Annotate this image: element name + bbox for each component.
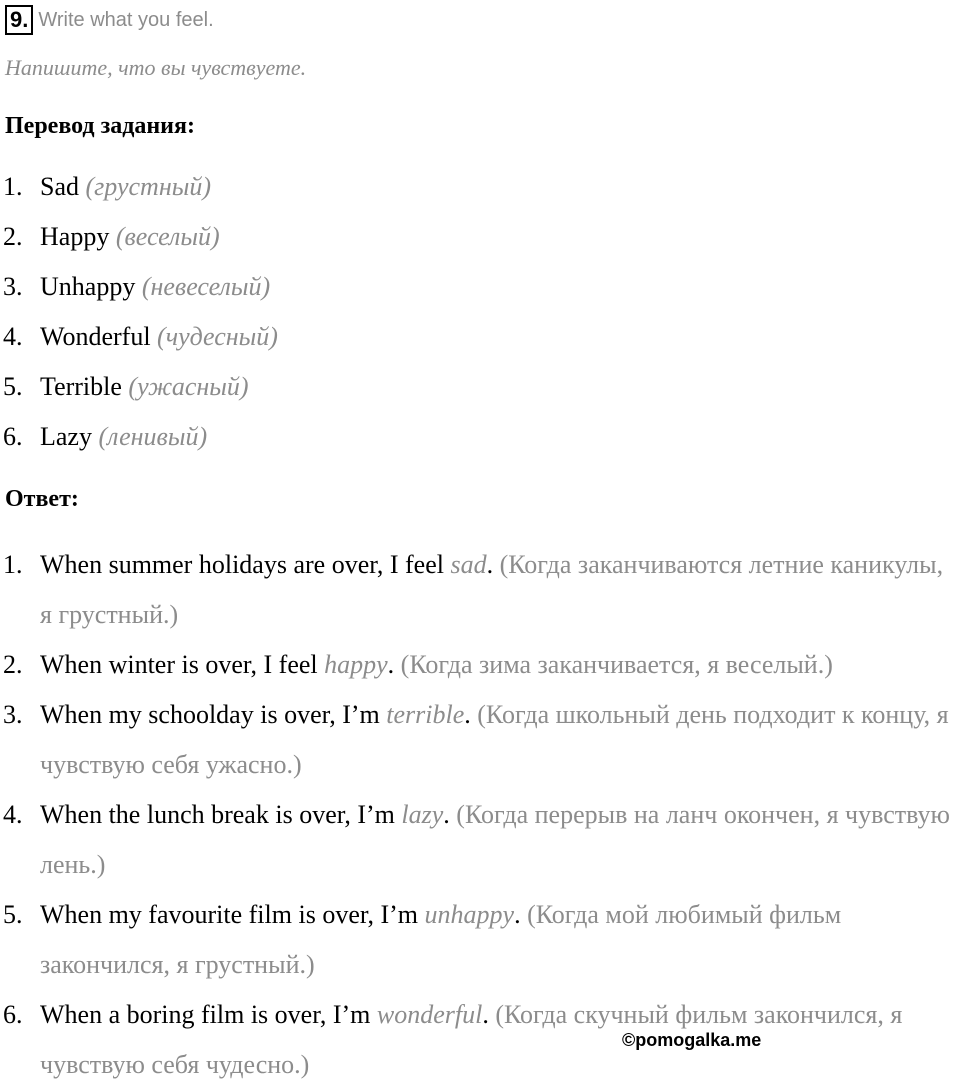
- answer-translation: (Когда зима заканчивается, я веселый.): [394, 650, 833, 679]
- vocab-item-translation: (чудесный): [157, 322, 278, 351]
- task-header: [5, 4, 214, 36]
- vocab-item-word: Unhappy: [40, 272, 136, 301]
- answer-item: [0, 790, 960, 890]
- answer-punctuation: .: [443, 800, 450, 829]
- answer-sentence: When a boring film is over, I’m: [40, 1000, 377, 1029]
- vocab-list: [0, 172, 278, 472]
- vocab-item-number: 6.: [3, 422, 23, 451]
- answer-item: [0, 890, 960, 990]
- vocab-item-number: 5.: [3, 372, 23, 401]
- answer-translation: (Когда мой любимый фильм закончился, я грустный.): [40, 900, 842, 979]
- answer-punctuation: .: [464, 700, 471, 729]
- vocab-item: [0, 372, 278, 422]
- answer-item: [0, 540, 960, 640]
- answer-keyword: happy: [324, 650, 388, 679]
- watermark: ©pomogalka.me: [622, 1030, 762, 1050]
- vocab-item: [0, 322, 278, 372]
- answer-sentence: When my schoolday is over, I’m: [40, 700, 387, 729]
- answer-sentence: When my favourite film is over, I’m: [40, 900, 425, 929]
- answer-item-number: 1.: [3, 550, 23, 579]
- answer-punctuation: .: [486, 550, 494, 579]
- vocab-item-word: Lazy: [40, 422, 92, 451]
- answer-item-number: 3.: [3, 700, 23, 729]
- vocab-item-translation: (грустный): [85, 172, 211, 201]
- translation-heading: Перевод задания:: [5, 113, 195, 139]
- answer-keyword: lazy: [401, 800, 444, 829]
- answer-keyword: wonderful: [376, 1000, 483, 1029]
- answer-sentence: When winter is over, I feel: [40, 650, 325, 679]
- answer-translation: (Когда школьный день подходит к концу, я чувствую себя ужасно.): [40, 700, 949, 779]
- answer-item-number: 2.: [3, 650, 23, 679]
- answer-translation: (Когда заканчиваются летние каникулы, я грустный.): [40, 550, 944, 629]
- vocab-item: [0, 272, 278, 322]
- vocab-item-word: Sad: [40, 172, 79, 201]
- answer-keyword: sad: [450, 550, 487, 579]
- task-title: Write what you feel.: [38, 8, 214, 31]
- answer-item-number: 6.: [3, 1000, 23, 1029]
- vocab-item-number: 3.: [3, 272, 23, 301]
- answer-keyword: unhappy: [424, 900, 515, 929]
- answer-list: [0, 540, 960, 1090]
- vocab-item-translation: (невеселый): [141, 272, 271, 301]
- answer-punctuation: .: [514, 900, 521, 929]
- answer-translation: (Когда скучный фильм закончился, я чувствую себя чудесно.): [40, 1000, 903, 1079]
- answer-item: [0, 990, 960, 1090]
- vocab-item: [0, 422, 278, 472]
- answer-punctuation: .: [387, 650, 395, 679]
- vocab-item-word: Terrible: [40, 372, 122, 401]
- answer-heading: Ответ:: [5, 486, 79, 512]
- vocab-item-translation: (веселый): [115, 222, 220, 251]
- vocab-item: [0, 172, 278, 222]
- answer-sentence: When summer holidays are over, I feel: [40, 550, 451, 579]
- vocab-item-translation: (ленивый): [98, 422, 208, 451]
- vocab-item-number: 1.: [3, 172, 23, 201]
- vocab-item-translation: (ужасный): [128, 372, 249, 401]
- answer-keyword: terrible: [386, 700, 465, 729]
- vocab-item-number: 4.: [3, 322, 23, 351]
- answer-sentence: When the lunch break is over, I’m: [40, 800, 402, 829]
- answer-item: [0, 640, 960, 690]
- task-translation: Напишите, что вы чувствуете.: [5, 55, 307, 80]
- task-number: 9.: [5, 5, 33, 35]
- answer-punctuation: .: [482, 1000, 489, 1029]
- vocab-item-number: 2.: [3, 222, 23, 251]
- answer-item-number: 4.: [3, 800, 23, 829]
- vocab-item-word: Happy: [40, 222, 110, 251]
- vocab-item-word: Wonderful: [40, 322, 151, 351]
- answer-translation: (Когда перерыв на ланч окончен, я чувствую лень.): [40, 800, 950, 879]
- vocab-item: [0, 222, 278, 272]
- answer-item: [0, 690, 960, 790]
- answer-item-number: 5.: [3, 900, 23, 929]
